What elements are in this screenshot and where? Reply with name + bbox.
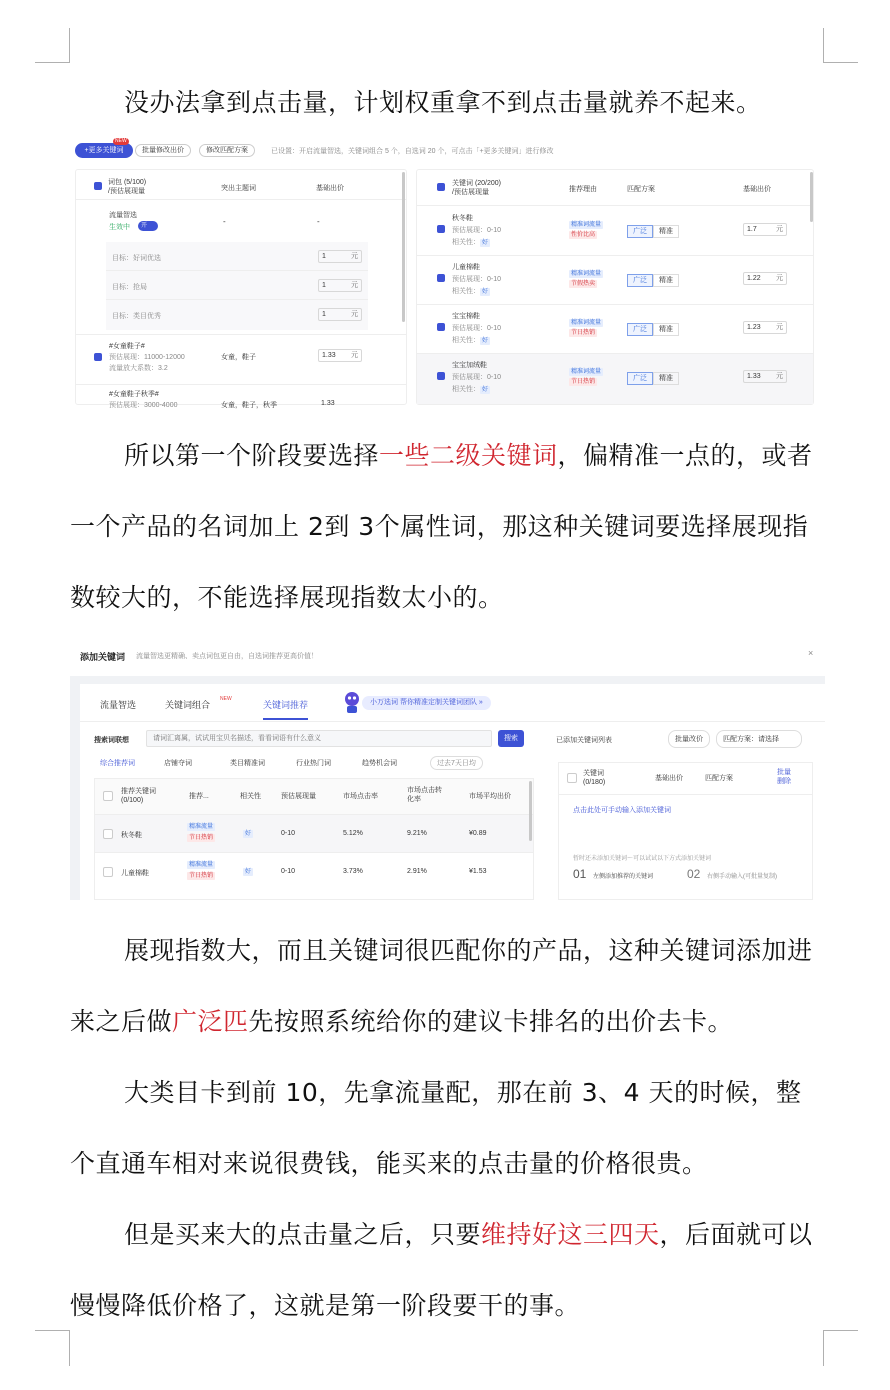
- keyword-checkbox[interactable]: [437, 372, 445, 380]
- cell-ctr: 5.12%: [343, 830, 363, 837]
- match-broad-button[interactable]: 广泛: [627, 274, 653, 287]
- add-keyword-screenshot: [70, 640, 825, 900]
- keyword-price-value: 1.22: [747, 275, 761, 282]
- cell-cvr: 9.21%: [407, 830, 427, 837]
- cell-exposure: 0-10: [281, 868, 296, 875]
- close-icon[interactable]: ×: [808, 648, 814, 658]
- match-broad-button[interactable]: 广泛: [627, 323, 653, 336]
- p5-text-b: ，后面就可以慢慢降低价格了，这就是第一阶段要干的事。: [70, 1220, 813, 1320]
- keyword-name: 宝宝加绒鞋: [452, 362, 487, 369]
- batch-price-button[interactable]: 批量修改出价: [135, 144, 191, 157]
- manual-input-hint[interactable]: 点击此处可手动输入添加关键词: [573, 807, 671, 814]
- toolbar: [73, 138, 818, 159]
- related-label: 相关性：: [452, 337, 480, 344]
- search-label: 搜索词联想: [94, 737, 129, 744]
- flow-select-row: [76, 202, 406, 240]
- reason-tag: 精准词流量: [571, 369, 602, 375]
- row-checkbox[interactable]: [103, 867, 113, 877]
- filter-overall[interactable]: 综合推荐词: [100, 760, 135, 767]
- paragraph-5: [70, 1199, 825, 1341]
- keyword-related: [452, 237, 490, 247]
- toolbar-hint: 已设置：开启流量智选，关键词组合 5 个，自选词 20 个，可点击「+更多关键词」进行修改: [271, 148, 554, 155]
- package-header: [76, 170, 406, 200]
- recommend-table: [94, 778, 534, 900]
- cell-avg-price: ¥1.53: [469, 868, 487, 875]
- col-keyword: 推荐关键词 (0/100): [121, 788, 156, 804]
- p5-highlight: 维持好这三四天: [481, 1220, 660, 1249]
- keyword-row: [417, 256, 813, 305]
- tab-flow-select[interactable]: 流量智选: [100, 700, 137, 710]
- col-match: 匹配方案: [627, 186, 655, 193]
- scrollbar[interactable]: [810, 172, 813, 222]
- search-input[interactable]: [146, 730, 492, 747]
- flow-price-dash: -: [317, 217, 320, 226]
- target-price-value: 1: [322, 253, 326, 260]
- keyword-price-value: 1.23: [747, 324, 761, 331]
- keyword-checkbox[interactable]: [437, 323, 445, 331]
- package-panel: [75, 169, 407, 409]
- recommend-panel: [80, 722, 825, 900]
- p3-text-a: 展现指数大，而且关键词很匹配你的产品，这种关键词添加进来之后做: [70, 936, 813, 1036]
- flow-status: 生效中: [109, 224, 130, 231]
- reason-tag: 节日热销: [189, 835, 214, 841]
- related-badge: 好: [482, 289, 489, 295]
- added-header: [559, 763, 812, 795]
- package-keywords: 女童，鞋子，秋季: [221, 402, 277, 409]
- related-label: 相关性：: [452, 239, 480, 246]
- reason-tag: 节假热卖: [571, 281, 596, 287]
- col-avg-price: 市场平均出价: [469, 793, 511, 800]
- cell-exposure: 0-10: [281, 830, 296, 837]
- step2-number: 02: [687, 867, 701, 881]
- select-all-checkbox[interactable]: [103, 791, 113, 801]
- keyword-row: [417, 354, 813, 404]
- col-theme-word: 突出主题词: [221, 185, 256, 192]
- search-button[interactable]: 搜索: [498, 730, 524, 747]
- keyword-related: [452, 335, 490, 345]
- scrollbar[interactable]: [529, 781, 532, 841]
- p3-text-b: 先按照系统给你的建议卡排名的出价去卡。: [248, 1007, 734, 1036]
- p2-highlight: 一些二级关键词: [379, 441, 558, 470]
- package-row: [76, 334, 406, 384]
- step2-text: 右侧手动输入(可批量复制): [707, 874, 777, 880]
- p2-text-b: ，偏精准一点的，或者一个产品的名词加上 2到 3个属性词，那这种关键词要选择展现指数较大的，不能选择展现指数太小的。: [70, 441, 813, 612]
- target-price-value: 1: [322, 311, 326, 318]
- keyword-range: 预估展现：0-10: [452, 227, 502, 234]
- new-badge: NEW: [115, 138, 127, 144]
- package-coef: 流量放大系数：3.2: [109, 365, 168, 372]
- p5-text-a: 但是买来大的点击量之后，只要: [124, 1220, 482, 1249]
- keyword-price-value: 1.33: [747, 373, 761, 380]
- reason-tag: 精准流量: [189, 824, 214, 830]
- col-reason: 推荐理由: [569, 186, 597, 193]
- table-row: [95, 853, 533, 891]
- p3-highlight: 广泛匹: [172, 1007, 249, 1036]
- unit-label: 元: [776, 373, 783, 380]
- col-relevance: 相关性: [240, 793, 261, 800]
- unit-label: 元: [776, 275, 783, 282]
- unit-label: 元: [351, 253, 358, 260]
- crop-mark-top-right-v: [823, 28, 824, 62]
- filter-row: [94, 756, 514, 770]
- related-badge: 好: [482, 338, 489, 344]
- target-price-input[interactable]: [318, 250, 362, 263]
- cell-cvr: 2.91%: [407, 868, 427, 875]
- row-checkbox[interactable]: [103, 829, 113, 839]
- col-cvr: 市场点击转化率: [407, 787, 442, 803]
- keyword-checkbox[interactable]: [437, 225, 445, 233]
- target-label: 目标：类目优秀: [112, 313, 161, 320]
- col-base-price: 基础出价: [316, 185, 344, 192]
- crop-mark-top-left-h: [35, 62, 70, 63]
- match-exact-button[interactable]: 精准: [653, 323, 679, 336]
- tab-keyword-recommend[interactable]: 关键词推荐: [263, 698, 308, 720]
- target-price-value: 1: [322, 282, 326, 289]
- reason-tag: 精准流量: [189, 862, 214, 868]
- target-list: [106, 242, 368, 330]
- keyword-related: [452, 384, 490, 394]
- package-name: #女童鞋子#: [109, 343, 145, 350]
- keyword-name: 儿童棉鞋: [452, 264, 480, 271]
- dialog-title: 添加关键词: [80, 652, 126, 662]
- dialog-body: [70, 676, 825, 900]
- keyword-price-input[interactable]: [743, 370, 787, 383]
- cell-ctr: 3.73%: [343, 868, 363, 875]
- step1-text: 左侧添加推荐的关键词: [593, 874, 654, 880]
- keyword-range: 预估展现：0-10: [452, 374, 502, 381]
- step1-number: 01: [573, 867, 587, 881]
- filter-trend[interactable]: 趋势机会词: [362, 760, 397, 767]
- match-select[interactable]: 匹配方案：请选择: [716, 730, 802, 748]
- crop-mark-top-right-h: [823, 62, 858, 63]
- reason-tag: 精准词流量: [571, 320, 602, 326]
- keyword-header: [417, 170, 813, 206]
- filter-category[interactable]: 类目精准词: [230, 760, 265, 767]
- package-price-value: 1.33: [322, 352, 336, 359]
- related-label: 相关性：: [452, 288, 480, 295]
- flow-title: 流量智选: [109, 212, 137, 219]
- match-broad-button[interactable]: 广泛: [627, 225, 653, 238]
- reason-tag: 精准词流量: [571, 222, 602, 228]
- package-keywords: 女童，鞋子: [221, 354, 256, 361]
- keyword-panel: [416, 169, 814, 405]
- col-reason: 推荐...: [189, 793, 209, 800]
- package-price-input[interactable]: [318, 349, 362, 362]
- package-price-value: 1.33: [321, 400, 335, 407]
- package-range: 预估展现：3000-4000: [109, 402, 178, 409]
- target-price-input[interactable]: [318, 308, 362, 321]
- col-base-price: 基础出价: [655, 775, 683, 782]
- filter-shop[interactable]: 店铺夺词: [164, 760, 192, 767]
- filter-hot[interactable]: 行业热门词: [296, 760, 331, 767]
- keyword-row: [417, 207, 813, 256]
- reason-tag: 节日热销: [189, 873, 214, 879]
- new-badge: NEW: [220, 696, 232, 702]
- col-keyword: 关键词 (0/180): [583, 770, 606, 786]
- target-label: 目标：抢局: [112, 284, 147, 291]
- relevance-badge: 好: [245, 831, 252, 837]
- paragraph-3: [70, 915, 825, 1057]
- select-all-checkbox[interactable]: [567, 773, 577, 783]
- match-mode-dropdown[interactable]: 修改匹配方案: [199, 144, 255, 157]
- crop-mark-bottom-left-h: [35, 1330, 70, 1331]
- col-keyword: 关键词 (20/200) /预估展现量: [452, 180, 502, 196]
- target-row: [106, 300, 368, 329]
- package-row: [76, 384, 406, 409]
- relevance-badge: 好: [245, 869, 252, 875]
- batch-delete-button[interactable]: 批量 删除: [777, 769, 791, 785]
- unit-label: 元: [351, 352, 358, 359]
- crop-mark-bottom-right-h: [823, 1330, 858, 1331]
- package-checkbox[interactable]: [94, 353, 102, 361]
- col-exposure: 预估展现量: [281, 793, 316, 800]
- cell-avg-price: ¥0.89: [469, 830, 487, 837]
- match-exact-button[interactable]: 精准: [653, 372, 679, 385]
- flow-toggle[interactable]: 开: [138, 221, 158, 231]
- batch-price-button[interactable]: 批量改价: [668, 730, 710, 748]
- keyword-name: 秋冬鞋: [452, 215, 473, 222]
- unit-label: 元: [351, 311, 358, 318]
- keyword-name: 宝宝棉鞋: [452, 313, 480, 320]
- keyword-price-value: 1.7: [747, 226, 757, 233]
- promo-banner[interactable]: 小万选词 帮你精准定制关键词团队 »: [362, 696, 491, 710]
- reason-tag: 节日热销: [571, 379, 596, 385]
- reason-tag: 节日热销: [571, 330, 596, 336]
- target-row: [106, 271, 368, 300]
- related-badge: 好: [482, 387, 489, 393]
- keyword-related: [452, 286, 490, 296]
- more-keywords-button[interactable]: +更多关键词: [75, 143, 133, 158]
- related-label: 相关性：: [452, 386, 480, 393]
- col-base-price: 基础出价: [743, 186, 771, 193]
- scrollbar[interactable]: [402, 172, 405, 322]
- select-all-checkbox[interactable]: [94, 182, 102, 190]
- reason-tag: 性价比高: [571, 232, 596, 238]
- keyword-price-input[interactable]: [743, 223, 787, 236]
- added-keyword-panel: [558, 762, 813, 900]
- crop-mark-top-left-v: [69, 28, 70, 62]
- keyword-price-input[interactable]: [743, 321, 787, 334]
- unit-label: 元: [776, 324, 783, 331]
- unit-label: 元: [351, 282, 358, 289]
- tips-head: 暂时还未添加关键词～可以试试以下方式添加关键词: [573, 856, 712, 862]
- unit-label: 元: [776, 226, 783, 233]
- table-row: [95, 815, 533, 853]
- date-select[interactable]: 过去7天日均: [430, 756, 483, 770]
- paragraph-4: 大类目卡到前 10，先拿流量配，那在前 3、4 天的时候，整个直通车相对来说很费钱，能买来的点击量的价格很贵。: [70, 1078, 802, 1178]
- dialog-subtitle: 流量智选更精确、卖点词包更自由，自选词推荐更高价值！: [136, 653, 318, 660]
- keyword-row: [417, 305, 813, 354]
- target-price-input[interactable]: [318, 279, 362, 292]
- tab-bar: [80, 684, 825, 722]
- col-ctr: 市场点击率: [343, 793, 378, 800]
- match-exact-button[interactable]: 精准: [653, 274, 679, 287]
- promo-text: 小万选词 帮你精准定制关键词团队: [370, 699, 477, 706]
- match-broad-button[interactable]: 广泛: [627, 372, 653, 385]
- cell-keyword: 秋冬鞋: [121, 832, 142, 839]
- reason-tag: 精准词流量: [571, 271, 602, 277]
- select-all-checkbox[interactable]: [437, 183, 445, 191]
- keyword-checkbox[interactable]: [437, 274, 445, 282]
- keyword-range: 预估展现：0-10: [452, 325, 502, 332]
- paragraph-2: [70, 420, 825, 633]
- flow-theme-dash: -: [223, 217, 226, 226]
- table-header: [95, 779, 533, 815]
- paragraph-1: 没办法拿到点击量，计划权重拿不到点击量就养不起来。: [124, 88, 762, 117]
- related-badge: 好: [482, 240, 489, 246]
- package-range: 预估展现：11000-12000: [109, 354, 185, 361]
- tab-keyword-combo[interactable]: 关键词组合: [165, 700, 211, 710]
- keyword-price-input[interactable]: [743, 272, 787, 285]
- cell-keyword: 儿童棉鞋: [121, 870, 149, 877]
- keyword-range: 预估展现：0-10: [452, 276, 502, 283]
- match-exact-button[interactable]: 精准: [653, 225, 679, 238]
- keyword-plan-screenshot: [73, 137, 818, 409]
- col-package: 词包 (5/100) /预估展现量: [108, 179, 147, 195]
- added-list-label: 已添加关键词列表: [556, 737, 612, 744]
- target-label: 目标：好词优选: [112, 255, 161, 262]
- col-match: 匹配方案: [705, 775, 733, 782]
- target-row: [106, 242, 368, 271]
- package-name: #女童鞋子秋季#: [109, 391, 159, 398]
- p2-text-a: 所以第一个阶段要选择: [124, 441, 380, 470]
- robot-icon: [342, 690, 362, 714]
